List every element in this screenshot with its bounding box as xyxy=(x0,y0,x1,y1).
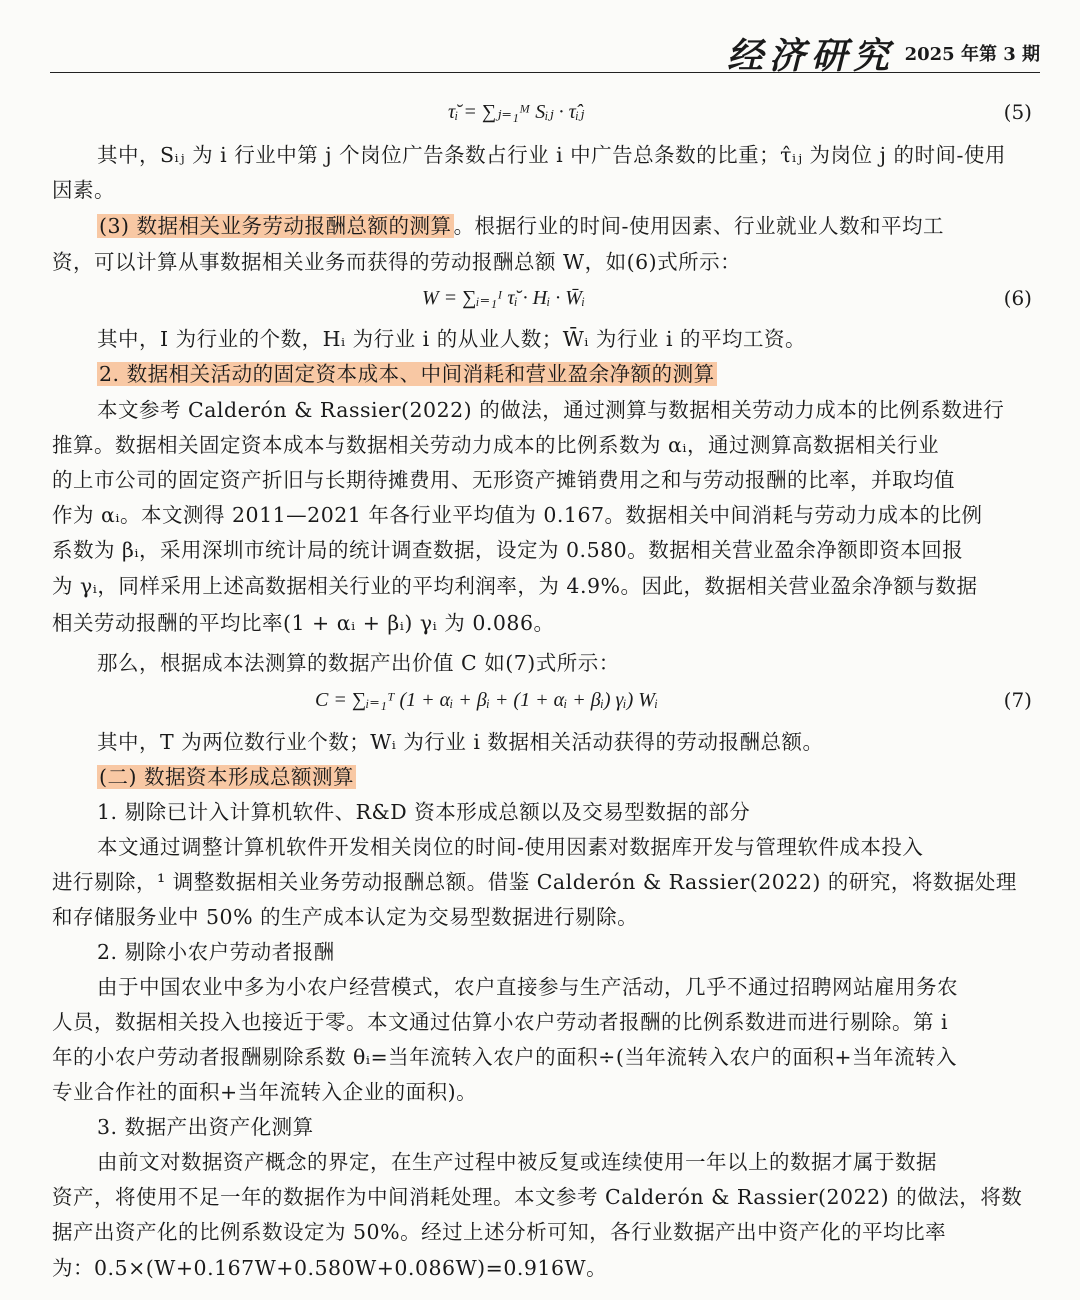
journal-title: 经济研究 xyxy=(726,35,895,77)
page-header xyxy=(50,28,1040,77)
text-line: 1. 剔除已计入计算机软件、R&D 资本形成总额以及交易型数据的部分 xyxy=(97,800,751,824)
text-line: 作为 αᵢ。本文测得 2011—2021 年各行业平均值为 0.167。数据相关中间消耗与劳动力成本的比例 xyxy=(52,503,983,527)
text-line: 据产出资产化的比例系数设定为 50%。经过上述分析可知，各行业数据产出中资产化的平均比率 xyxy=(52,1220,947,1244)
issue-label: 2025 年第 3 期 xyxy=(904,44,1040,65)
highlighted-heading: (3) 数据相关业务劳动报酬总额的测算 xyxy=(99,214,452,238)
text-line: 其中，T 为两位数行业个数；Wᵢ 为行业 i 数据相关活动获得的劳动报酬总额。 xyxy=(97,730,824,754)
text-line: 推算。数据相关固定资本成本与数据相关劳动力成本的比例系数为 αᵢ，通过测算高数据相关行业 xyxy=(52,433,939,457)
text-line: 人员，数据相关投入也接近于零。本文通过估算小农户劳动者报酬的比例系数进而进行剔除。第 i xyxy=(52,1010,949,1034)
text-line: 由前文对数据资产概念的界定，在生产过程中被反复或连续使用一年以上的数据才属于数据 xyxy=(97,1150,937,1174)
text-line: 资产，将使用不足一年的数据作为中间消耗处理。本文参考 Calderón & Rassier(2022) 的做法，将数 xyxy=(52,1185,1023,1209)
highlighted-heading: (二) 数据资本形成总额测算 xyxy=(99,765,355,789)
section-number: 2. xyxy=(99,362,127,386)
text-line: 因素。 xyxy=(52,178,115,202)
equation-5: τ̆ᵢ = ∑ⱼ₌₁ᴹ Sᵢⱼ · τ̂ᵢⱼ xyxy=(448,101,585,123)
text-line: 年的小农户劳动者报酬剔除系数 θᵢ=当年流转入农户的面积÷(当年流转入农户的面积+当年流转入 xyxy=(52,1045,958,1069)
text-line: 的上市公司的固定资产折旧与长期待摊费用、无形资产摊销费用之和与劳动报酬的比率，并取均值 xyxy=(52,468,955,492)
text-line: 2. 剔除小农户劳动者报酬 xyxy=(97,940,335,964)
text-line: 其中，I 为行业的个数，Hᵢ 为行业 i 的从业人数；W̄ᵢ 为行业 i 的平均工资。 xyxy=(97,327,807,351)
equation-5-number: (5) xyxy=(1003,100,1032,124)
text-line xyxy=(97,208,1040,244)
text-line: 本文参考 Calderón & Rassier(2022) 的做法，通过测算与数据相关劳动力成本的比例系数进行 xyxy=(97,398,1005,422)
text-line: 其中，Sᵢⱼ 为 i 行业中第 j 个岗位广告条数占行业 i 中广告总条数的比重；τ̂ᵢⱼ 为岗位 j 的时间-使用 xyxy=(97,143,1006,167)
text-line: 那么，根据成本法测算的数据产出价值 C 如(7)式所示： xyxy=(97,651,620,675)
text-line: 和存储服务业中 50% 的生产成本认定为交易型数据进行剔除。 xyxy=(52,905,639,929)
equation-7: C = ∑ᵢ₌₁ᵀ (1 + αᵢ + βᵢ + (1 + αᵢ + βᵢ) γᵢ) Wᵢ xyxy=(315,689,659,711)
text-line: 为 γᵢ，同样采用上述高数据相关行业的平均利润率，为 4.9%。因此，数据相关营业盈余净额与数据 xyxy=(52,574,978,598)
text-line: 资，可以计算从事数据相关业务而获得的劳动报酬总额 W，如(6)式所示： xyxy=(52,250,742,274)
text-line: 专业合作社的面积+当年流转入企业的面积)。 xyxy=(52,1080,478,1104)
text-span: 。根据行业的时间-使用因素、行业就业人数和平均工 xyxy=(453,214,944,238)
equation-6-number: (6) xyxy=(1003,286,1032,310)
text-line: 为：0.5×(W+0.167W+0.580W+0.086W)=0.916W。 xyxy=(52,1256,608,1280)
equation-6: W = ∑ᵢ₌₁ᴵ τ̆ᵢ · Hᵢ · W̄ᵢ xyxy=(422,287,586,309)
text-line: 本文通过调整计算机软件开发相关岗位的时间-使用因素对数据库开发与管理软件成本投入 xyxy=(97,835,924,859)
text-line xyxy=(97,759,1040,795)
equation-7-number: (7) xyxy=(1003,688,1032,712)
text-line: 系数为 βᵢ，采用深圳市统计局的统计调查数据，设定为 0.580。数据相关营业盈余净额即资本回报 xyxy=(52,538,964,562)
highlighted-heading xyxy=(97,362,717,386)
text-line: 相关劳动报酬的平均比率(1 + αᵢ + βᵢ) γᵢ 为 0.086。 xyxy=(52,611,555,635)
text-line: 3. 数据产出资产化测算 xyxy=(97,1115,314,1139)
section-title: 数据相关活动的固定资本成本、中间消耗和营业盈余净额的测算 xyxy=(126,362,715,386)
text-line: 进行剔除，¹ 调整数据相关业务劳动报酬总额。借鉴 Calderón & Rassier(2022) 的研究，将数据处理 xyxy=(52,870,1017,894)
text-line: 由于中国农业中多为小农户经营模式，农户直接参与生产活动，几乎不通过招聘网站雇用务农 xyxy=(97,975,958,999)
text-line xyxy=(97,356,1040,392)
